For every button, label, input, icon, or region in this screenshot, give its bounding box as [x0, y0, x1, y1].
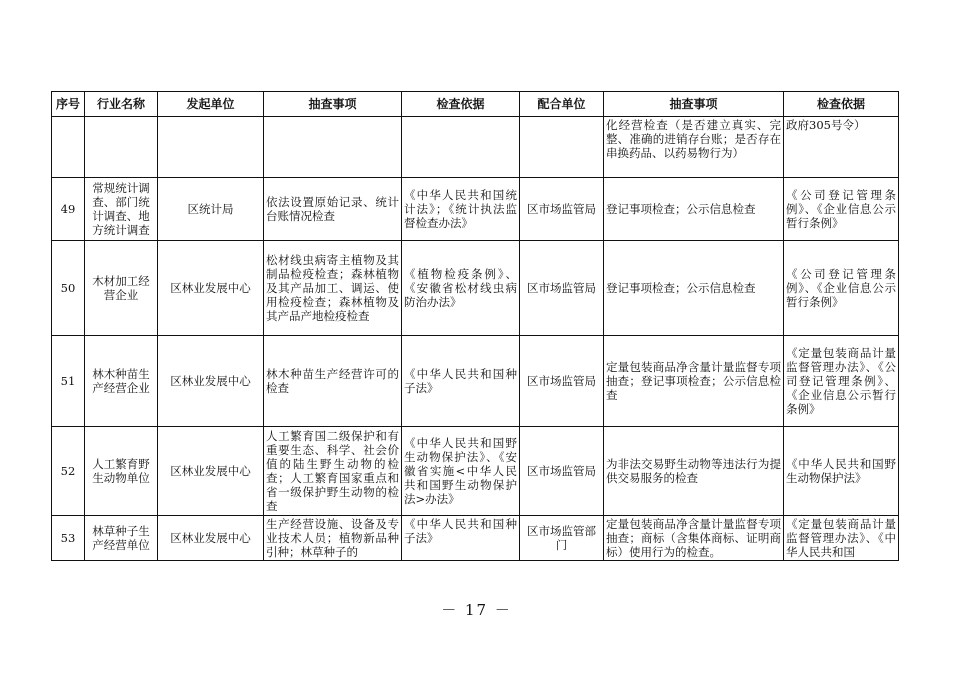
table-header: [52, 92, 899, 117]
table-body: [52, 117, 899, 561]
header-partner-items: 抽查事项: [604, 92, 784, 117]
cell-items: 依法设置原始记录、统计台账情况检查: [264, 178, 402, 241]
cell-partner: 区市场监管局: [520, 427, 604, 516]
cell-initiator: 区林业发展中心: [158, 336, 264, 427]
cell-industry: 林木种苗生产经营企业: [85, 336, 158, 427]
cell-partner-basis: 《中华人民共和国野生动物保护法》: [784, 427, 899, 516]
cell-serial: 50: [52, 241, 85, 336]
cell-partner-basis: 《公司登记管理条例》、《企业信息公示暂行条例》: [784, 178, 899, 241]
inspection-table-container: [51, 91, 899, 561]
cell-partner-basis: 政府305号令）: [784, 117, 899, 178]
cell-partner-items: 定量包装商品净含量计量监督专项抽查；登记事项检查；公示信息检查: [604, 336, 784, 427]
cell-partner: 区市场监管局: [520, 178, 604, 241]
cell-serial: 51: [52, 336, 85, 427]
cell-industry: 林草种子生产经营单位: [85, 516, 158, 561]
page-number: － 17 －: [441, 601, 512, 619]
cell-items: 生产经营设施、设备及专业技术人员；植物新品种引种；林草种子的: [264, 516, 402, 561]
cell-initiator: 区林业发展中心: [158, 516, 264, 561]
cell-partner: [520, 117, 604, 178]
cell-partner-items: 为非法交易野生动物等违法行为提供交易服务的检查: [604, 427, 784, 516]
cell-serial: 53: [52, 516, 85, 561]
cell-items: [264, 117, 402, 178]
cell-initiator: 区统计局: [158, 178, 264, 241]
table-row: [52, 336, 899, 427]
cell-serial: 49: [52, 178, 85, 241]
cell-partner-items: 定量包装商品净含量计量监督专项抽查；商标（含集体商标、证明商标）使用行为的检查。: [604, 516, 784, 561]
cell-serial: 52: [52, 427, 85, 516]
cell-basis: [402, 117, 520, 178]
cell-basis: 《中华人民共和国野生动物保护法》、《安徽省实施<中华人民共和国野生动物保护法>办法》: [402, 427, 520, 516]
cell-basis: 《中华人民共和国种子法》: [402, 516, 520, 561]
cell-serial: [52, 117, 85, 178]
cell-industry: 常规统计调查、部门统计调查、地方统计调查: [85, 178, 158, 241]
cell-items: 松材线虫病寄主植物及其制品检疫检查；森林植物及其产品加工、调运、使用检疫检查；森林植物及其产品产地检疫检查: [264, 241, 402, 336]
cell-partner-items: 登记事项检查；公示信息检查: [604, 178, 784, 241]
cell-partner-items: 登记事项检查；公示信息检查: [604, 241, 784, 336]
cell-partner-basis: 《公司登记管理条例》、《企业信息公示暂行条例》: [784, 241, 899, 336]
header-items: 抽查事项: [264, 92, 402, 117]
table-row: [52, 117, 899, 178]
table-row: [52, 516, 899, 561]
header-partner: 配合单位: [520, 92, 604, 117]
inspection-table: [51, 91, 899, 561]
table-row: [52, 178, 899, 241]
table-row: [52, 241, 899, 336]
cell-items: 人工繁育国二级保护和有重要生态、科学、社会价值的陆生野生动物的检查；人工繁育国家重点和省一级保护野生动物的检查: [264, 427, 402, 516]
cell-partner: 区市场监管部门: [520, 516, 604, 561]
header-serial: 序号: [52, 92, 85, 117]
cell-items: 林木种苗生产经营许可的检查: [264, 336, 402, 427]
cell-partner: 区市场监管局: [520, 336, 604, 427]
header-initiator: 发起单位: [158, 92, 264, 117]
cell-industry: [85, 117, 158, 178]
cell-basis: 《中华人民共和国统计法》；《统计执法监督检查办法》: [402, 178, 520, 241]
cell-initiator: 区林业发展中心: [158, 241, 264, 336]
table-row: [52, 427, 899, 516]
cell-industry: 人工繁育野生动物单位: [85, 427, 158, 516]
cell-initiator: [158, 117, 264, 178]
cell-partner: 区市场监管局: [520, 241, 604, 336]
cell-partner-items: 化经营检查（是否建立真实、完整、准确的进销存台账；是否存在串换药品、以药易物行为）: [604, 117, 784, 178]
header-industry: 行业名称: [85, 92, 158, 117]
cell-initiator: 区林业发展中心: [158, 427, 264, 516]
cell-industry: 木材加工经营企业: [85, 241, 158, 336]
header-basis: 检查依据: [402, 92, 520, 117]
cell-partner-basis: 《定量包装商品计量监督管理办法》、《中华人民共和国: [784, 516, 899, 561]
cell-basis: 《中华人民共和国种子法》: [402, 336, 520, 427]
cell-basis: 《植物检疫条例》、《安徽省松材线虫病防治办法》: [402, 241, 520, 336]
cell-partner-basis: 《定量包装商品计量监督管理办法》、《公司登记管理条例》、《企业信息公示暂行条例》: [784, 336, 899, 427]
header-partner-basis: 检查依据: [784, 92, 899, 117]
